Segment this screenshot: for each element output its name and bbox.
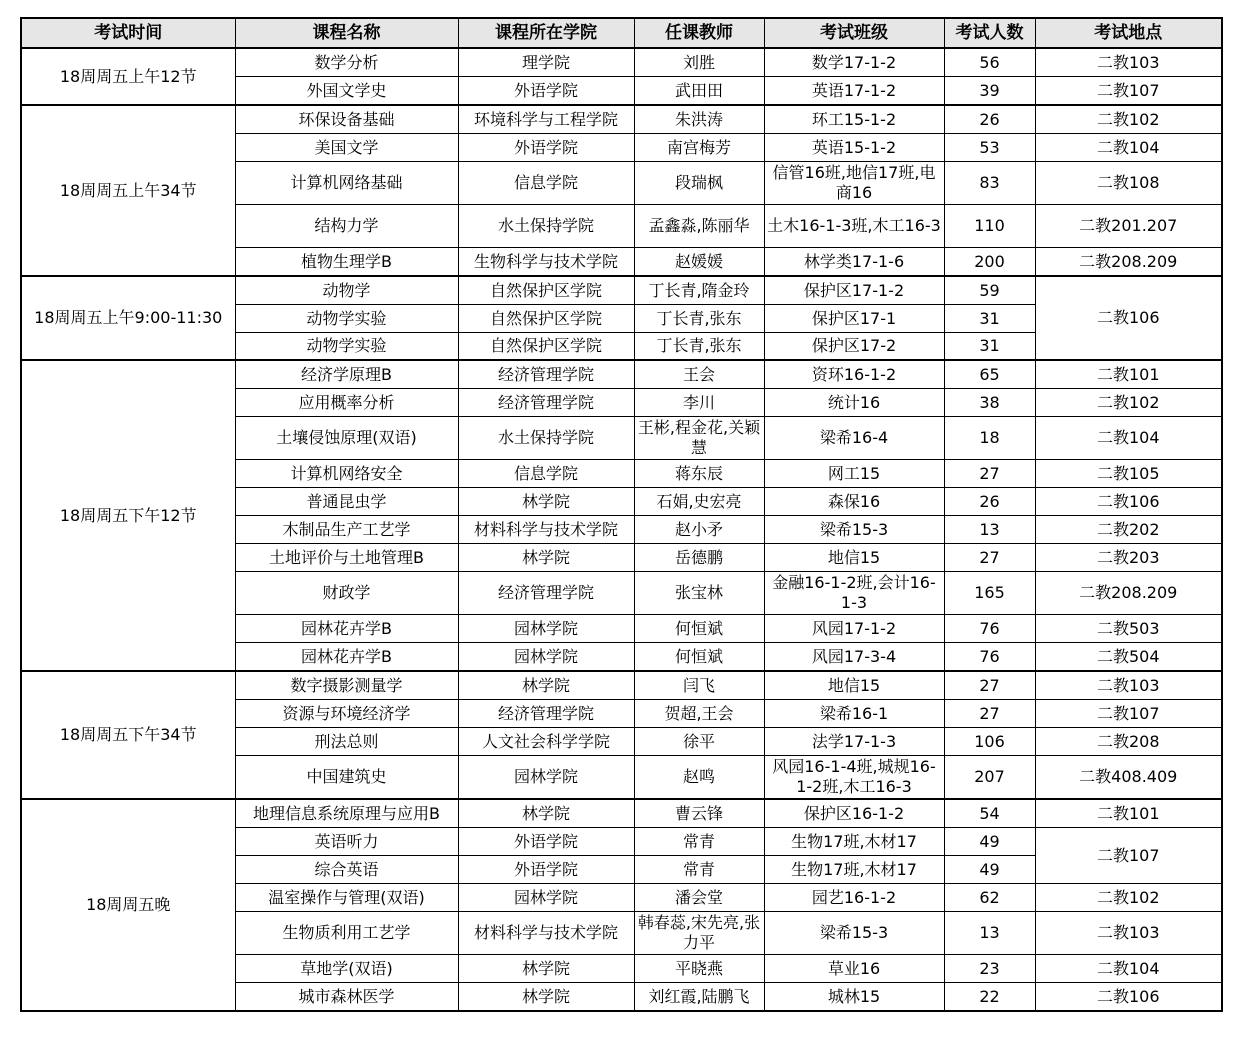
course-cell: 财政学: [235, 572, 458, 615]
teacher-cell: 段瑞枫: [634, 162, 764, 205]
college-cell: 林学院: [458, 799, 634, 828]
teacher-cell: 潘会堂: [634, 884, 764, 912]
exam-time-cell: 18周周五上午12节: [21, 48, 235, 105]
course-cell: 生物质利用工艺学: [235, 912, 458, 955]
course-cell: 动物学实验: [235, 333, 458, 361]
college-cell: 自然保护区学院: [458, 276, 634, 305]
college-cell: 园林学院: [458, 615, 634, 643]
course-cell: 植物生理学B: [235, 248, 458, 277]
count-cell: 49: [944, 856, 1035, 884]
teacher-cell: 王会: [634, 360, 764, 389]
course-cell: 刑法总则: [235, 728, 458, 756]
class-cell: 梁希16-4: [764, 417, 944, 460]
class-cell: 生物17班,木材17: [764, 828, 944, 856]
place-cell: 二教106: [1035, 488, 1222, 516]
count-cell: 13: [944, 912, 1035, 955]
teacher-cell: 李川: [634, 389, 764, 417]
count-cell: 207: [944, 756, 1035, 800]
teacher-cell: 闫飞: [634, 671, 764, 700]
class-cell: 法学17-1-3: [764, 728, 944, 756]
course-cell: 动物学实验: [235, 305, 458, 333]
header-row: [21, 18, 1222, 48]
college-cell: 人文社会科学学院: [458, 728, 634, 756]
place-cell: 二教103: [1035, 671, 1222, 700]
place-cell: 二教106: [1035, 983, 1222, 1012]
course-cell: 计算机网络基础: [235, 162, 458, 205]
teacher-cell: 平晓燕: [634, 955, 764, 983]
course-cell: 园林花卉学B: [235, 615, 458, 643]
count-cell: 76: [944, 615, 1035, 643]
course-cell: 数学分析: [235, 48, 458, 77]
class-cell: 土木16-1-3班,木工16-3: [764, 205, 944, 248]
teacher-cell: 赵媛媛: [634, 248, 764, 277]
course-cell: 土壤侵蚀原理(双语): [235, 417, 458, 460]
class-cell: 生物17班,木材17: [764, 856, 944, 884]
college-cell: 林学院: [458, 544, 634, 572]
college-cell: 林学院: [458, 955, 634, 983]
place-cell: 二教101: [1035, 799, 1222, 828]
course-cell: 数字摄影测量学: [235, 671, 458, 700]
count-cell: 13: [944, 516, 1035, 544]
table-row: [21, 105, 1222, 134]
teacher-cell: 徐平: [634, 728, 764, 756]
college-cell: 外语学院: [458, 856, 634, 884]
class-cell: 风园17-1-2: [764, 615, 944, 643]
class-cell: 梁希15-3: [764, 516, 944, 544]
header-exam-time: 考试时间: [21, 18, 235, 48]
class-cell: 风园16-1-4班,城规16-1-2班,木工16-3: [764, 756, 944, 800]
place-cell: 二教108: [1035, 162, 1222, 205]
course-cell: 地理信息系统原理与应用B: [235, 799, 458, 828]
college-cell: 林学院: [458, 671, 634, 700]
count-cell: 18: [944, 417, 1035, 460]
teacher-cell: 岳德鹏: [634, 544, 764, 572]
count-cell: 83: [944, 162, 1035, 205]
college-cell: 材料科学与技术学院: [458, 516, 634, 544]
place-cell: 二教102: [1035, 105, 1222, 134]
place-cell: 二教503: [1035, 615, 1222, 643]
class-cell: 城林15: [764, 983, 944, 1012]
college-cell: 经济管理学院: [458, 360, 634, 389]
course-cell: 经济学原理B: [235, 360, 458, 389]
teacher-cell: 石娟,史宏亮: [634, 488, 764, 516]
exam-schedule-table: [20, 17, 1223, 1012]
teacher-cell: 刘红霞,陆鹏飞: [634, 983, 764, 1012]
college-cell: 林学院: [458, 488, 634, 516]
course-cell: 环保设备基础: [235, 105, 458, 134]
place-cell: 二教201.207: [1035, 205, 1222, 248]
exam-time-cell: 18周周五下午34节: [21, 671, 235, 799]
count-cell: 165: [944, 572, 1035, 615]
place-cell: 二教202: [1035, 516, 1222, 544]
course-cell: 温室操作与管理(双语): [235, 884, 458, 912]
count-cell: 39: [944, 77, 1035, 106]
header-exam-class: 考试班级: [764, 18, 944, 48]
course-cell: 中国建筑史: [235, 756, 458, 800]
teacher-cell: 曹云锋: [634, 799, 764, 828]
header-exam-count: 考试人数: [944, 18, 1035, 48]
count-cell: 49: [944, 828, 1035, 856]
table-row: [21, 276, 1222, 305]
college-cell: 理学院: [458, 48, 634, 77]
course-cell: 城市森林医学: [235, 983, 458, 1012]
place-cell: 二教104: [1035, 955, 1222, 983]
teacher-cell: 丁长青,隋金玲: [634, 276, 764, 305]
teacher-cell: 何恒斌: [634, 615, 764, 643]
teacher-cell: 武田田: [634, 77, 764, 106]
teacher-cell: 张宝林: [634, 572, 764, 615]
table-row: [21, 48, 1222, 77]
class-cell: 统计16: [764, 389, 944, 417]
place-cell: 二教203: [1035, 544, 1222, 572]
teacher-cell: 孟鑫淼,陈丽华: [634, 205, 764, 248]
place-cell: 二教104: [1035, 417, 1222, 460]
course-cell: 园林花卉学B: [235, 643, 458, 672]
table-row: [21, 360, 1222, 389]
count-cell: 31: [944, 305, 1035, 333]
class-cell: 地信15: [764, 544, 944, 572]
place-cell: 二教103: [1035, 912, 1222, 955]
class-cell: 英语17-1-2: [764, 77, 944, 106]
course-cell: 综合英语: [235, 856, 458, 884]
table-row: [21, 799, 1222, 828]
place-cell: 二教106: [1035, 276, 1222, 360]
class-cell: 金融16-1-2班,会计16-1-3: [764, 572, 944, 615]
count-cell: 106: [944, 728, 1035, 756]
course-cell: 英语听力: [235, 828, 458, 856]
place-cell: 二教102: [1035, 884, 1222, 912]
count-cell: 38: [944, 389, 1035, 417]
place-cell: 二教107: [1035, 828, 1222, 884]
header-teacher: 任课教师: [634, 18, 764, 48]
count-cell: 54: [944, 799, 1035, 828]
exam-time-cell: 18周周五上午9:00-11:30: [21, 276, 235, 360]
teacher-cell: 丁长青,张东: [634, 305, 764, 333]
college-cell: 园林学院: [458, 643, 634, 672]
teacher-cell: 赵鸣: [634, 756, 764, 800]
place-cell: 二教107: [1035, 77, 1222, 106]
place-cell: 二教107: [1035, 700, 1222, 728]
count-cell: 27: [944, 460, 1035, 488]
college-cell: 自然保护区学院: [458, 333, 634, 361]
place-cell: 二教208: [1035, 728, 1222, 756]
header-course-name: 课程名称: [235, 18, 458, 48]
count-cell: 76: [944, 643, 1035, 672]
course-cell: 应用概率分析: [235, 389, 458, 417]
table-row: [21, 671, 1222, 700]
place-cell: 二教101: [1035, 360, 1222, 389]
teacher-cell: 常青: [634, 856, 764, 884]
class-cell: 地信15: [764, 671, 944, 700]
teacher-cell: 王彬,程金花,关颖慧: [634, 417, 764, 460]
class-cell: 数学17-1-2: [764, 48, 944, 77]
class-cell: 梁希16-1: [764, 700, 944, 728]
count-cell: 27: [944, 700, 1035, 728]
college-cell: 经济管理学院: [458, 389, 634, 417]
class-cell: 林学类17-1-6: [764, 248, 944, 277]
college-cell: 林学院: [458, 983, 634, 1012]
class-cell: 网工15: [764, 460, 944, 488]
class-cell: 资环16-1-2: [764, 360, 944, 389]
college-cell: 外语学院: [458, 134, 634, 162]
college-cell: 环境科学与工程学院: [458, 105, 634, 134]
course-cell: 结构力学: [235, 205, 458, 248]
class-cell: 环工15-1-2: [764, 105, 944, 134]
exam-time-cell: 18周周五上午34节: [21, 105, 235, 276]
count-cell: 65: [944, 360, 1035, 389]
class-cell: 保护区17-2: [764, 333, 944, 361]
college-cell: 自然保护区学院: [458, 305, 634, 333]
teacher-cell: 常青: [634, 828, 764, 856]
course-cell: 计算机网络安全: [235, 460, 458, 488]
college-cell: 园林学院: [458, 884, 634, 912]
college-cell: 信息学院: [458, 460, 634, 488]
header-college: 课程所在学院: [458, 18, 634, 48]
college-cell: 经济管理学院: [458, 700, 634, 728]
count-cell: 22: [944, 983, 1035, 1012]
class-cell: 英语15-1-2: [764, 134, 944, 162]
course-cell: 美国文学: [235, 134, 458, 162]
teacher-cell: 刘胜: [634, 48, 764, 77]
teacher-cell: 丁长青,张东: [634, 333, 764, 361]
course-cell: 木制品生产工艺学: [235, 516, 458, 544]
teacher-cell: 南宫梅芳: [634, 134, 764, 162]
place-cell: 二教208.209: [1035, 248, 1222, 277]
place-cell: 二教504: [1035, 643, 1222, 672]
course-cell: 外国文学史: [235, 77, 458, 106]
exam-time-cell: 18周周五下午12节: [21, 360, 235, 671]
college-cell: 水土保持学院: [458, 417, 634, 460]
place-cell: 二教104: [1035, 134, 1222, 162]
count-cell: 110: [944, 205, 1035, 248]
count-cell: 26: [944, 488, 1035, 516]
college-cell: 外语学院: [458, 828, 634, 856]
place-cell: 二教208.209: [1035, 572, 1222, 615]
class-cell: 保护区17-1: [764, 305, 944, 333]
count-cell: 31: [944, 333, 1035, 361]
count-cell: 53: [944, 134, 1035, 162]
course-cell: 动物学: [235, 276, 458, 305]
count-cell: 59: [944, 276, 1035, 305]
place-cell: 二教103: [1035, 48, 1222, 77]
class-cell: 森保16: [764, 488, 944, 516]
class-cell: 风园17-3-4: [764, 643, 944, 672]
count-cell: 62: [944, 884, 1035, 912]
place-cell: 二教105: [1035, 460, 1222, 488]
course-cell: 草地学(双语): [235, 955, 458, 983]
course-cell: 土地评价与土地管理B: [235, 544, 458, 572]
count-cell: 26: [944, 105, 1035, 134]
count-cell: 27: [944, 671, 1035, 700]
college-cell: 水土保持学院: [458, 205, 634, 248]
teacher-cell: 赵小矛: [634, 516, 764, 544]
exam-time-cell: 18周周五晚: [21, 799, 235, 1011]
college-cell: 园林学院: [458, 756, 634, 800]
teacher-cell: 朱洪涛: [634, 105, 764, 134]
count-cell: 27: [944, 544, 1035, 572]
college-cell: 信息学院: [458, 162, 634, 205]
count-cell: 56: [944, 48, 1035, 77]
teacher-cell: 贺超,王会: [634, 700, 764, 728]
course-cell: 普通昆虫学: [235, 488, 458, 516]
class-cell: 草业16: [764, 955, 944, 983]
course-cell: 资源与环境经济学: [235, 700, 458, 728]
class-cell: 园艺16-1-2: [764, 884, 944, 912]
class-cell: 梁希15-3: [764, 912, 944, 955]
count-cell: 23: [944, 955, 1035, 983]
class-cell: 保护区17-1-2: [764, 276, 944, 305]
class-cell: 信管16班,地信17班,电商16: [764, 162, 944, 205]
college-cell: 生物科学与技术学院: [458, 248, 634, 277]
teacher-cell: 蒋东辰: [634, 460, 764, 488]
class-cell: 保护区16-1-2: [764, 799, 944, 828]
count-cell: 200: [944, 248, 1035, 277]
place-cell: 二教102: [1035, 389, 1222, 417]
header-exam-place: 考试地点: [1035, 18, 1222, 48]
place-cell: 二教408.409: [1035, 756, 1222, 800]
college-cell: 材料科学与技术学院: [458, 912, 634, 955]
teacher-cell: 何恒斌: [634, 643, 764, 672]
exam-schedule-sheet: [20, 17, 1221, 1031]
college-cell: 外语学院: [458, 77, 634, 106]
teacher-cell: 韩春蕊,宋先亮,张力平: [634, 912, 764, 955]
college-cell: 经济管理学院: [458, 572, 634, 615]
